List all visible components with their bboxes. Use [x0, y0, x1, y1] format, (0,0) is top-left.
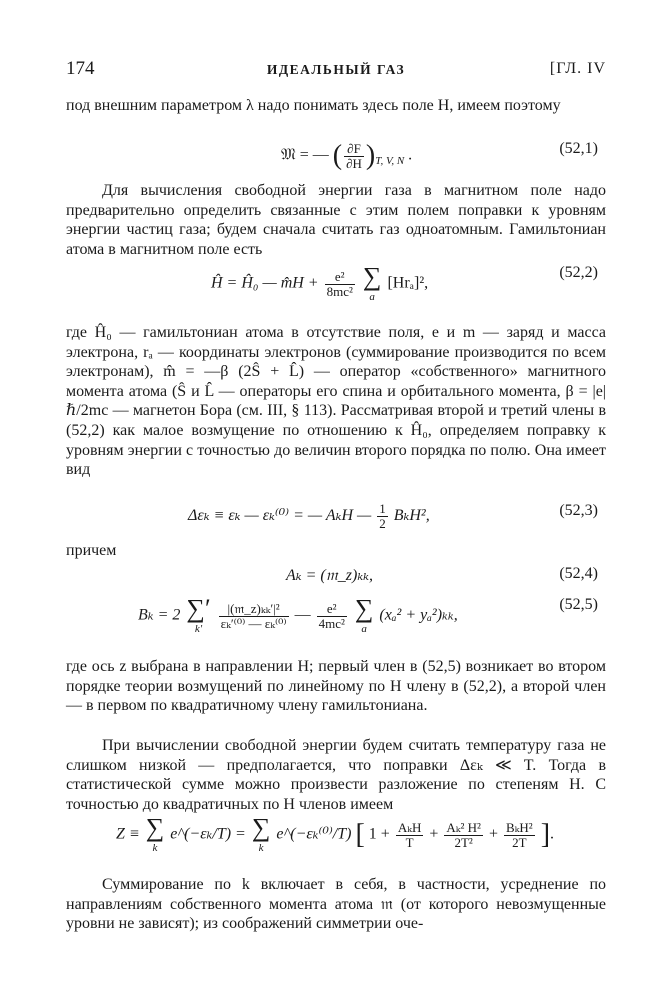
eq6-sum-2: ∑ k — [251, 813, 271, 854]
eq6-sum-1: ∑ k — [145, 813, 165, 854]
eq6-exp-1: e^(−εₖ/T) = — [170, 825, 246, 843]
paragraph-5: где ось z выбрана в направлении H; первый член в (52,5) возникает во втором порядке теории возмущений по линейному по H члену в (52,2), а второй член — в первом по квадратичному члену гамильтониана. — [66, 658, 606, 715]
eq-number-52-2: (52,2) — [559, 264, 598, 281]
paragraph-3: где Ĥ₀ — гамильтониан атома в отсутствие поля, e и m — заряд и масса электрона, rₐ — координаты электронов (суммирование производится по всем электронам), m̂ = —β (2Ŝ + L̂) — оператор «собственного» магнитного момента атома (Ŝ и L̂ — операторы его спина и орбитального момента, β = |e|ℏ/2mc — магнетон Бора (см. III, § 113). Рассматривая второй и третий члены в (52,2) как малое возмущение по отношению к Ĥ₀, определяем поправку к уровням энергии с точностью до величин второго порядка по полю. Она имеет вид — [66, 324, 606, 479]
eq5-fraction-2: $\frac{\text{e²}}{\text{4mc²}}$ — [318, 600, 345, 631]
equation-partition-function: Z ≡ ∑ k e^(−εₖ/T) = ∑ k e^(−εₖ⁽⁰⁾/T) [ 1 + $\frac{\text{AₖH}}{T}$ + $\frac{\text{Aₖ² H²}}{\text{2T²}}$ + $\frac{\text{BₖH²}}{2T}$ ]. — [116, 813, 555, 854]
equation-52-1: 𝔐 = — ( $\frac{\partial F}{\partial H}$ )$_{T, V, N}$ . (52,1) — [281, 140, 598, 171]
eq5-sum-2: ∑ a — [354, 594, 374, 635]
eq5-lhs: Bₖ = 2 — [138, 606, 181, 624]
eq1-subscript: T, V, N — [375, 154, 405, 167]
eq3-fraction: $\frac{1}{2}$ — [379, 501, 386, 531]
equation-52-4 — [66, 565, 606, 589]
paragraph-4: причем — [66, 542, 117, 559]
equation-52-3 — [66, 502, 606, 534]
eq2-tail: [Hrₐ]², — [387, 274, 429, 292]
eq5-sum-1: ∑′ k′ — [186, 594, 211, 635]
eq-number-52-5: (52,5) — [559, 596, 598, 613]
eq-number-52-4: (52,4) — [559, 565, 598, 582]
eq3-lhs: Δεₖ ≡ εₖ — εₖ⁽⁰⁾ = — AₖH — — [188, 507, 372, 525]
chapter-marker: [ГЛ. IV — [549, 60, 606, 77]
equation-52-2 — [66, 264, 606, 312]
eq-number-52-1: (52,1) — [559, 140, 598, 157]
eq6-exp-2: e^(−εₖ⁽⁰⁾/T) — [276, 825, 352, 843]
eq4-formula: Aₖ = (𝔪_z)ₖₖ, — [286, 567, 373, 584]
page-number: 174 — [66, 58, 95, 79]
eq6-fraction-1: $\frac{\text{AₖH}}{T}$ — [397, 819, 422, 850]
eq5-fraction-1: $\frac{\text{|(𝔪\_z)ₖₖ′|²}}{\text{εₖ′⁽⁰⁾ — εₖ⁽⁰⁾}}$ — [220, 600, 287, 631]
paragraph-7: Суммирование по k включает в себя, в частности, усреднение по направлениям собственного момента атома 𝔪 (от которого невозмущенные уровни не зависят); из соображений симметрии оче- — [66, 876, 606, 933]
eq-number-52-3: (52,3) — [559, 502, 598, 519]
eq1-lhs: 𝔐 = — — [281, 146, 329, 164]
eq6-fraction-3: $\frac{\text{BₖH²}}{2T}$ — [505, 819, 533, 850]
eq2-sum: ∑ a — [362, 262, 382, 303]
eq2-fraction: $\frac{\text{e²}}{\text{8mc²}}$ — [326, 268, 353, 299]
eq6-lhs: Z ≡ — [116, 825, 140, 843]
eq3-tail: BₖH², — [393, 507, 430, 525]
eq2-lhs: Ĥ = Ĥ₀ — m̂H + — [211, 274, 319, 292]
eq6-fraction-2: $\frac{\text{Aₖ² H²}}{\text{2T²}}$ — [446, 819, 481, 850]
eq1-fraction: $\frac{\partial F}{\partial H}$ — [346, 140, 362, 171]
paragraph-6: При вычислении свободной энергии будем считать температуру газа не слишком низкой — предполагается, что поправки Δεₖ ≪ T. Тогда в статистической сумме можно произвести разложение по степеням H. С точностью до квадратичных по H членов имеем — [66, 737, 606, 813]
running-title: ИДЕАЛЬНЫЙ ГАЗ — [266, 62, 406, 77]
equation-52-5: Bₖ = 2 ∑′ k′ $\frac{\text{|(𝔪\_z)ₖₖ′|²}}{\text{εₖ′⁽⁰⁾ — εₖ⁽⁰⁾}}$ — $\frac{\text{e²}}{\text{4mc²}}$ ∑ a (xₐ² + yₐ²)ₖₖ, (52,5) — [138, 594, 598, 635]
page-header — [66, 58, 606, 84]
eq5-tail: (xₐ² + yₐ²)ₖₖ, — [379, 606, 458, 624]
paragraph-2: Для вычисления свободной энергии газа в магнитном поле надо предварительно определить связанные с этим полем поправки к уровням энергии частиц газа; будем сначала считать газ одноатомным. Гамильтониан атома в магнитном поле есть — [66, 182, 606, 258]
paragraph-1: под внешним параметром λ надо понимать здесь поле H, имеем поэтому — [66, 97, 561, 114]
